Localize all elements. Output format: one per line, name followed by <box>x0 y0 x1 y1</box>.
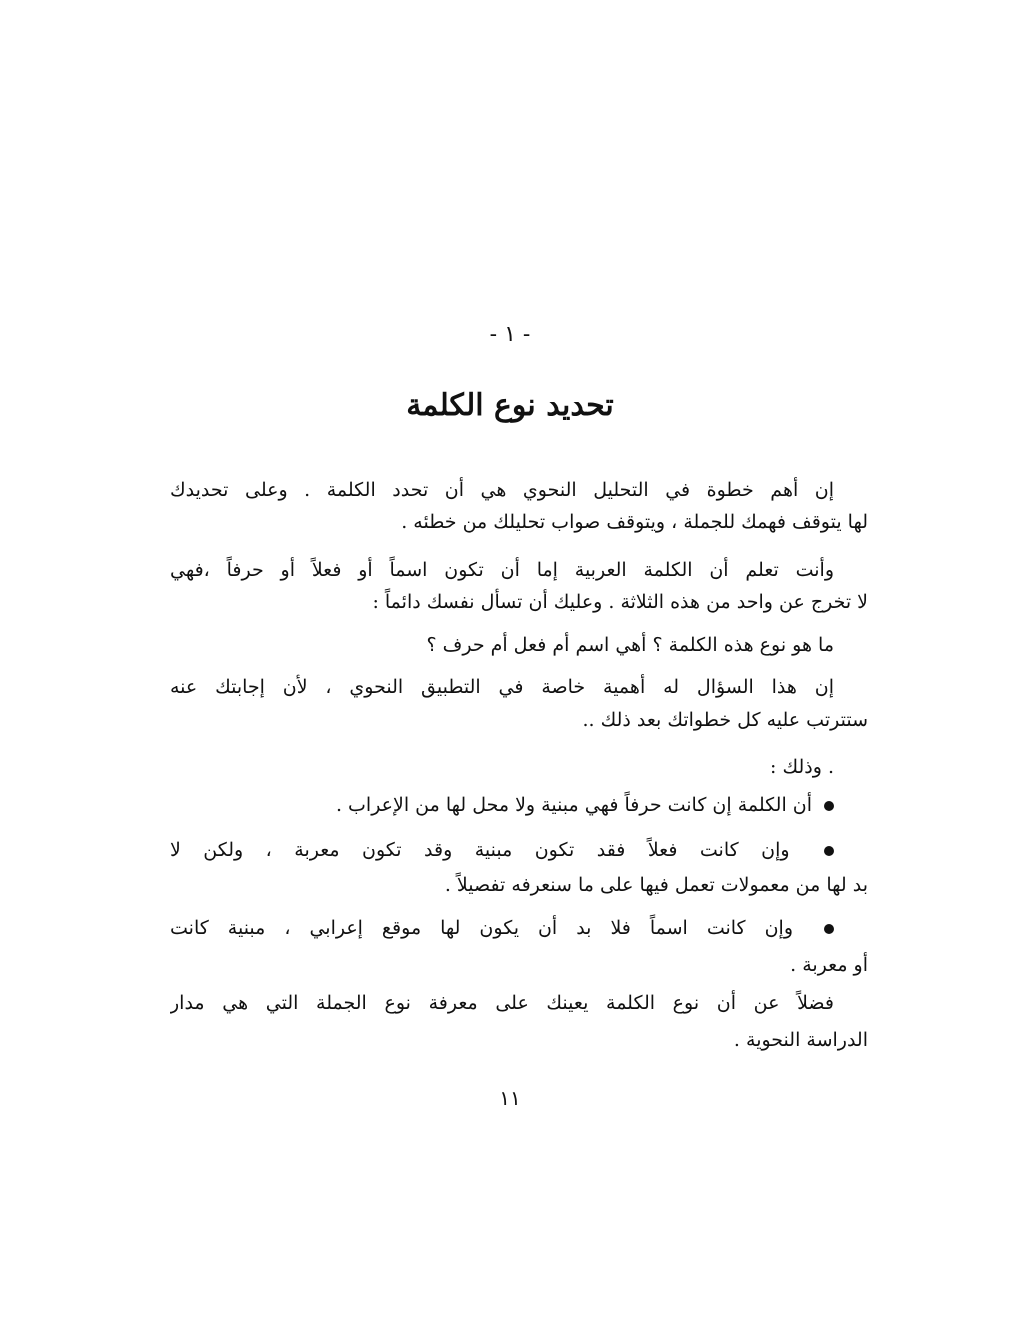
bullet-item <box>170 835 834 865</box>
bullet-text: أن الكلمة إن كانت حرفاً فهي مبنية ولا محل لها من الإعراب . <box>335 794 812 816</box>
bullet-icon <box>824 924 834 934</box>
bullet-icon <box>824 846 834 856</box>
bullet-text: وإن كانت فعلاً فقد تكون مبنية وقد تكون معربة ، ولكن لا <box>170 839 790 861</box>
bullet-item <box>336 790 834 820</box>
paragraph-line: فضلاً عن أن نوع الكلمة يعينك على معرفة نوع الجملة التي هي مدار <box>170 992 834 1014</box>
bullet-text: وإن كانت اسماً فلا بد أن يكون لها موقع إعرابي ، مبنية كانت <box>170 917 793 939</box>
paragraph-line: لا تخرج عن واحد من هذه الثلاثة . وعليك أن تسأل نفسك دائماً : <box>372 591 868 613</box>
chapter-number: - ١ - <box>489 322 531 347</box>
bullet-item <box>170 913 834 943</box>
intro-line: . وذلك : <box>770 756 834 778</box>
page-number: ١١ <box>499 1086 521 1110</box>
bullet-icon <box>824 801 834 811</box>
paragraph-line: لها يتوقف فهمك للجملة ، ويتوقف صواب تحليلك من خطئه . <box>401 511 868 533</box>
paragraph-line: إن هذا السؤال له أهمية خاصة في التطبيق النحوي ، لأن إجابتك عنه <box>170 676 834 698</box>
paragraph-line: بد لها من معمولات تعمل فيها على ما سنعرفه تفصيلاً . <box>444 874 868 896</box>
page-title: تحديد نوع الكلمة <box>406 388 614 423</box>
paragraph-line: إن أهم خطوة في التحليل النحوي هي أن تحدد الكلمة . وعلى تحديدك <box>170 479 834 501</box>
paragraph-line: ستترتب عليه كل خطواتك بعد ذلك .. <box>582 709 868 731</box>
paragraph-line: الدراسة النحوية . <box>733 1029 868 1051</box>
paragraph-line: وأنت تعلم أن الكلمة العربية إما أن تكون اسماً أو فعلاً أو حرفاً ،فهي <box>170 559 834 581</box>
paragraph-line: أو معربة . <box>790 954 868 976</box>
question-line: ما هو نوع هذه الكلمة ؟ أهي اسم أم فعل أم حرف ؟ <box>426 634 834 656</box>
